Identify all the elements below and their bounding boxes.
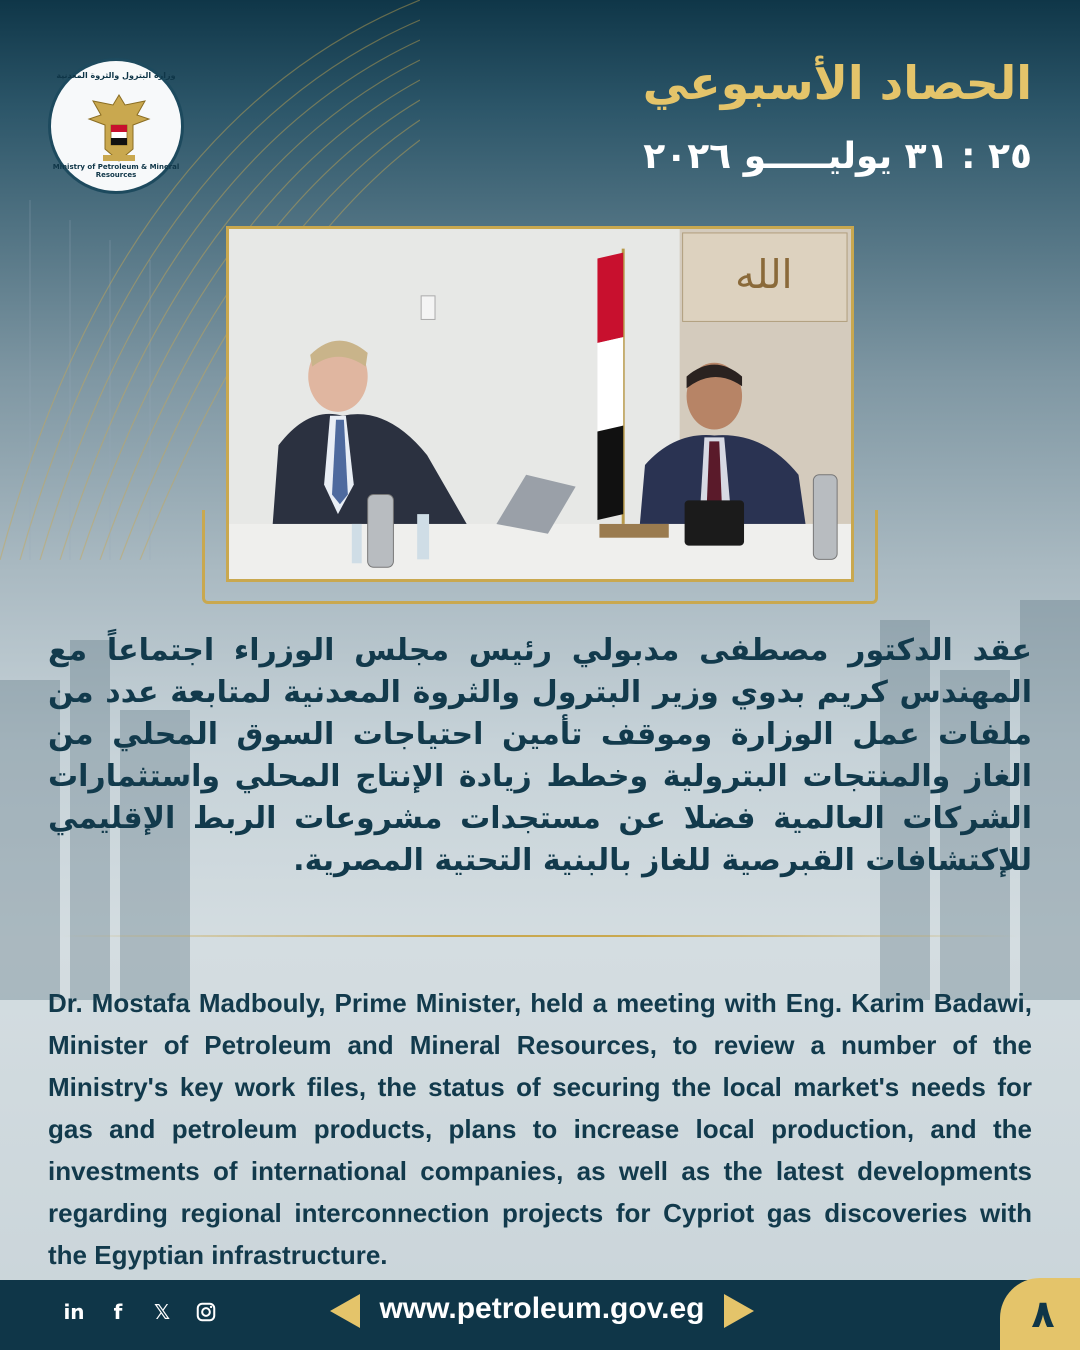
- arabic-paragraph: عقد الدكتور مصطفى مدبولي رئيس مجلس الوزراء اجتماعاً مع المهندس كريم بدوي وزير البترول والثروة المعدنية لمتابعة عدد من ملفات عمل الوزارة وموقف تأمين احتياجات السوق المحلي من الغاز والمنتجات البترولية وخطط زيادة الإنتاج المحلي واستثمارات الشركات العالمية فضلا عن مستجدات مشروعات الربط الإقليمي للإكتشافات القبرصية للغاز بالبنية التحتية المصرية.: [48, 633, 1032, 878]
- english-paragraph: Dr. Mostafa Madbouly, Prime Minister, held a meeting with Eng. Karim Badawi, Minister of Petroleum and Mineral Resources, to review a number of the Ministry's key work files, the status of securing the local market's needs for gas and petroleum products, plans to increase local production, and the investments of international companies, as well as the latest developments regarding regional interconnection projects for Cypriot gas discoveries with the Egyptian infrastructure.: [48, 988, 1032, 1270]
- section-divider: [60, 935, 1020, 937]
- facebook-icon[interactable]: f: [113, 1300, 123, 1324]
- meeting-photo: [226, 226, 854, 582]
- social-links: [62, 1300, 218, 1324]
- arrow-left-icon: [330, 1294, 360, 1328]
- logo-arabic-text: وزارة البترول والثروة المعدنية: [56, 71, 176, 80]
- wall-calligraphy: الله: [735, 252, 793, 298]
- website-link[interactable]: www.petroleum.gov.eg: [379, 1292, 705, 1325]
- instagram-icon[interactable]: [194, 1300, 218, 1324]
- date-range: ٢٥ : ٣١ يوليـــــو ٢٠٢٦: [643, 136, 1032, 177]
- page-title: الحصاد الأسبوعي: [642, 56, 1032, 110]
- x-icon[interactable]: 𝕏: [153, 1300, 171, 1324]
- linkedin-icon[interactable]: in: [63, 1300, 85, 1324]
- logo-english-text: Ministry of Petroleum & Mineral Resources: [52, 163, 180, 179]
- ministry-logo: [48, 58, 184, 194]
- arrow-right-icon: [724, 1294, 754, 1328]
- page-number: ٨: [1000, 1278, 1080, 1350]
